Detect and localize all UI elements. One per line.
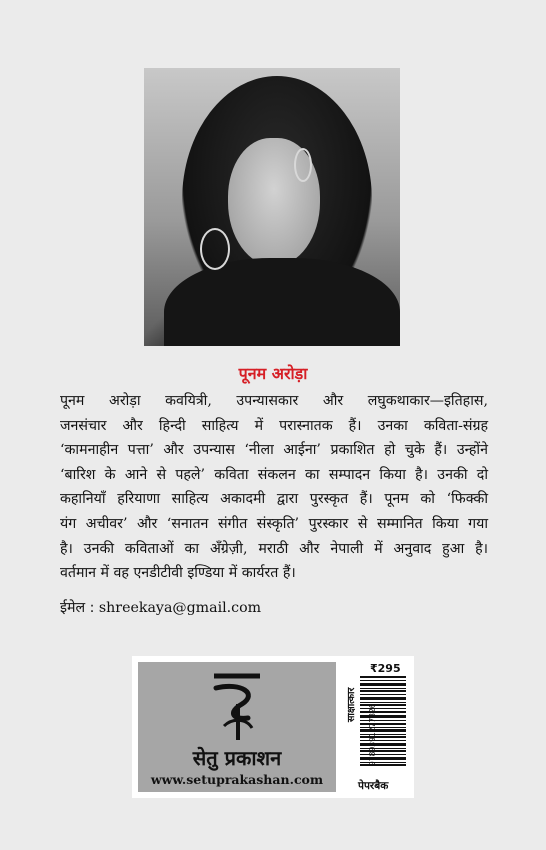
bio-line: जनसंचार और हिन्दी साहित्य में परास्नातक हैं। उनका कविता-संग्रह — [60, 417, 488, 434]
publisher-name: सेतु प्रकाशन — [192, 746, 282, 770]
genre-label: साक्षात्कार — [346, 687, 357, 722]
publisher-logo-icon — [202, 668, 272, 744]
author-bio — [60, 389, 488, 586]
isbn-digits: 9789391277826 — [368, 703, 377, 766]
isbn-barcode — [360, 676, 406, 766]
bio-line: पूनम अरोड़ा कवयित्री, उपन्यासकार और लघुकथाकार—इतिहास, — [60, 393, 488, 409]
email-address: shreekaya@gmail.com — [98, 600, 262, 616]
photo-body — [164, 258, 400, 346]
bio-line: है। उनकी कविताओं का अँग्रेज़ी, मराठी और नेपाली में अनुवाद हुआ है। — [60, 540, 488, 557]
bio-line: यंग अचीवर’ और ‘सनातन संगीत संस्कृति’ पुरस्कार से सम्मानित किया गया — [60, 515, 488, 532]
publisher-logo-box — [138, 662, 336, 792]
publisher-url: www.setuprakashan.com — [150, 772, 324, 787]
price-label: ₹295 — [370, 662, 401, 675]
back-cover-panel — [132, 656, 414, 798]
earring-right — [294, 148, 312, 182]
bio-line: वर्तमान में वह एनडीटीवी इण्डिया में कार्यरत हैं। — [60, 565, 296, 582]
earring-left — [200, 228, 230, 270]
binding-label: पेपरबैक — [358, 780, 389, 792]
author-photo — [144, 68, 400, 346]
author-name: पूनम अरोड़ा — [238, 364, 308, 383]
email-label: ईमेल : — [60, 600, 95, 616]
email-line — [60, 598, 261, 617]
bio-line: ‘कामनाहीन पत्ता’ और उपन्यास ‘नीला आईना’ प्रकाशित हो चुके हैं। उन्होंने — [60, 442, 488, 459]
bio-line: ‘बारिश के आने से पहले’ कविता संकलन का सम्पादन किया है। उनकी दो — [60, 466, 488, 483]
bio-line: कहानियाँ हरियाणा साहित्य अकादमी द्वारा पुरस्कृत हैं। पूनम को ‘फिक्की — [60, 491, 488, 508]
